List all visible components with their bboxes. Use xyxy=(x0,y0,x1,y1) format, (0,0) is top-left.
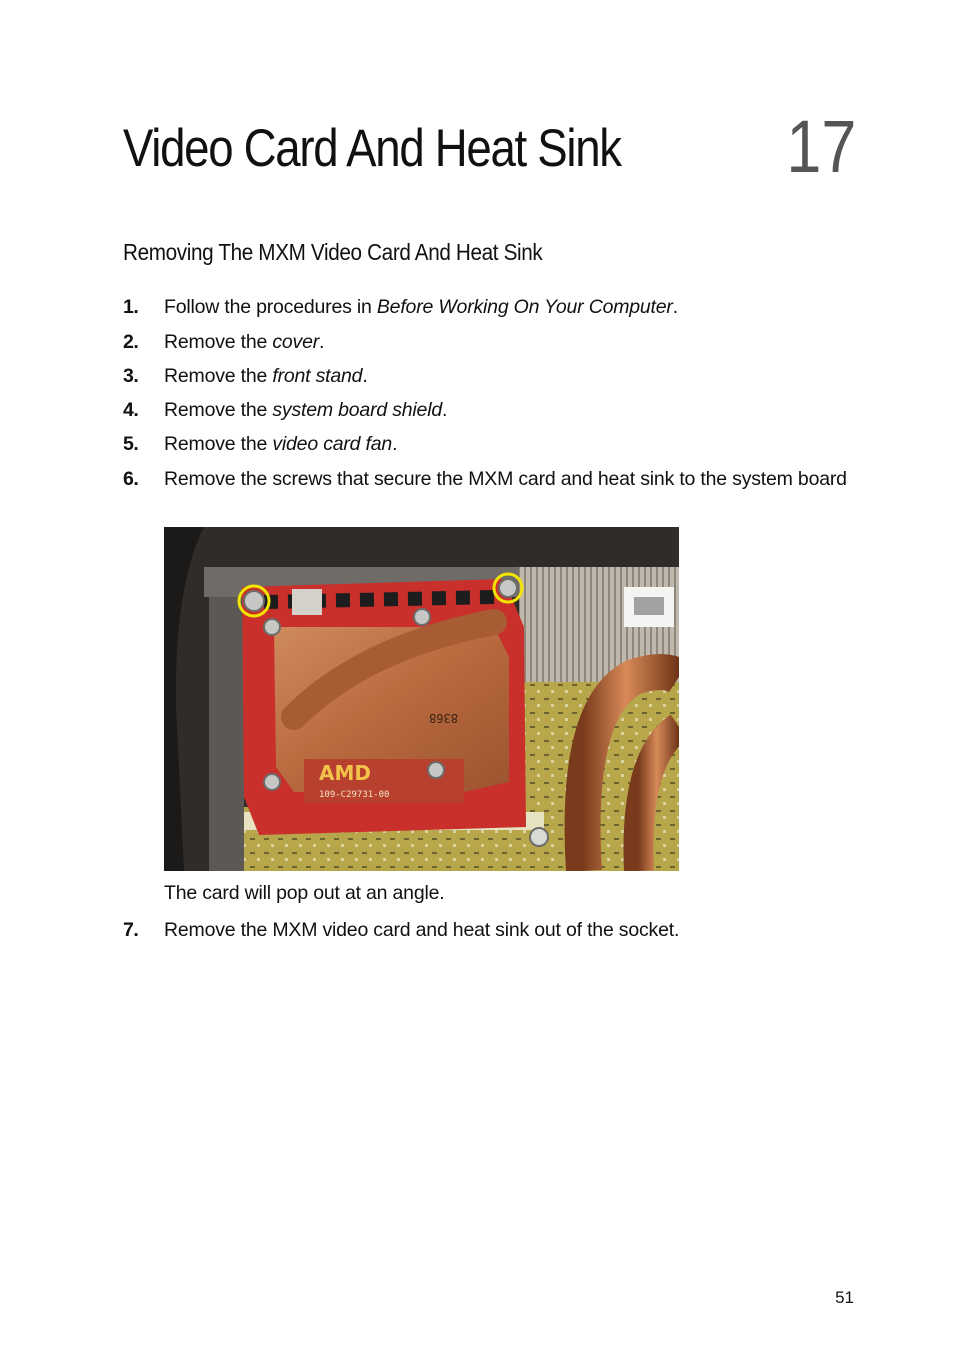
step-text: Remove the screws that secure the MXM card and heat sink to the system board xyxy=(164,468,847,490)
step-number: 5. xyxy=(123,433,139,455)
barcode xyxy=(634,597,664,615)
screw-to-remove xyxy=(499,579,517,597)
screw xyxy=(264,619,280,635)
video-card-photo xyxy=(164,527,679,871)
screw xyxy=(428,762,444,778)
capacitor xyxy=(292,589,322,615)
step-text-prefix: Follow the procedures in xyxy=(164,296,377,318)
step-number: 1. xyxy=(123,296,139,318)
step-text-suffix: . xyxy=(392,433,398,455)
chapter-title: Video Card And Heat Sink xyxy=(123,119,621,178)
step-text-suffix: . xyxy=(672,296,678,318)
video-card-illustration xyxy=(164,527,679,871)
cross-reference-link[interactable]: system board shield xyxy=(272,399,442,421)
page-number: 51 xyxy=(835,1288,854,1307)
step-text-prefix: Remove the xyxy=(164,365,273,387)
chip-marking: 8368 xyxy=(429,711,458,725)
cross-reference-link[interactable]: Before Working On Your Computer xyxy=(376,296,673,318)
step-text: Remove the MXM video card and heat sink out of the socket. xyxy=(164,919,680,941)
chapter-number: 17 xyxy=(786,105,856,188)
section-heading: Removing The MXM Video Card And Heat Sink xyxy=(123,239,543,265)
step-number: 3. xyxy=(123,365,139,387)
step-text-prefix: Remove the xyxy=(164,331,273,353)
cross-reference-link[interactable]: cover xyxy=(272,331,320,353)
step-text-prefix: Remove the xyxy=(164,433,273,455)
step-text xyxy=(164,329,864,356)
board-standoff xyxy=(530,828,548,846)
screw-to-remove xyxy=(244,591,264,611)
step-number: 4. xyxy=(123,399,139,421)
amd-logo-text: AMD xyxy=(319,761,371,785)
step-text-suffix: . xyxy=(362,365,368,387)
step-number: 2. xyxy=(123,331,139,353)
card-part-number: 109-C29731-00 xyxy=(319,790,390,800)
step-text xyxy=(164,431,864,458)
step-text xyxy=(164,363,864,390)
step-number: 7. xyxy=(123,919,139,941)
screw xyxy=(414,609,430,625)
step-text-suffix: . xyxy=(441,399,448,421)
figure-caption: The card will pop out at an angle. xyxy=(164,882,445,904)
step-text xyxy=(164,294,864,321)
step-text xyxy=(164,397,864,424)
step-text-prefix: Remove the xyxy=(164,399,273,421)
metal-bracket xyxy=(209,597,244,871)
step-text-suffix: . xyxy=(319,331,325,353)
screw xyxy=(264,774,280,790)
step-number: 6. xyxy=(123,468,139,490)
cross-reference-link[interactable]: front stand xyxy=(272,365,363,387)
cross-reference-link[interactable]: video card fan xyxy=(272,433,393,455)
